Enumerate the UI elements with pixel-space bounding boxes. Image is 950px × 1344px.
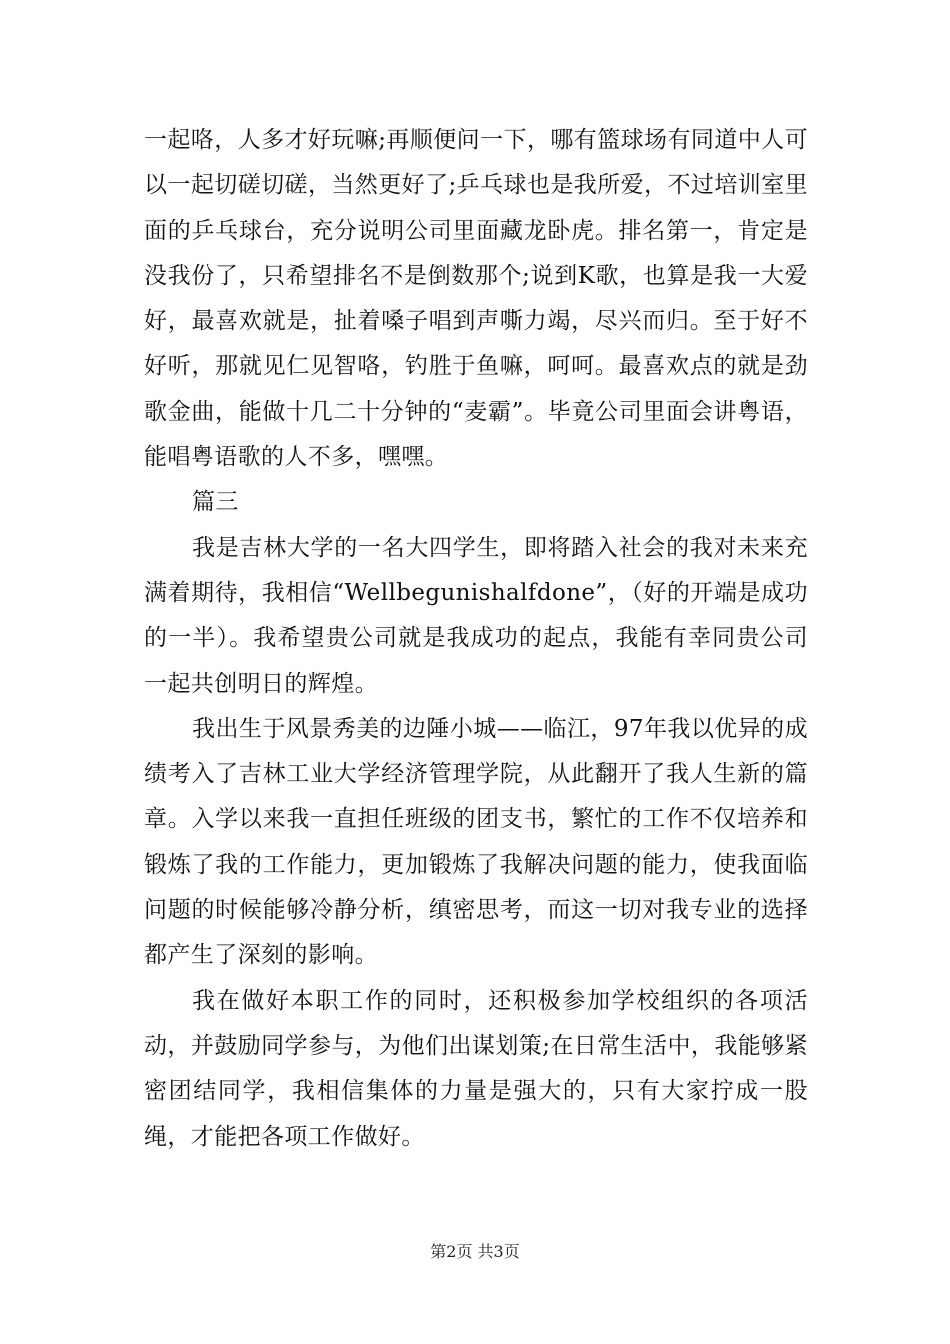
paragraph-continuation: 一起咯，人多才好玩嘛;再顺便问一下，哪有篮球场有同道中人可以一起切磋切磋，当然更好了;乒乓球也是我所爱，不过培训室里面的乒乓球台，充分说明公司里面藏龙卧虎。排名第一，肯定是没我份了，只希望排名不是倒数那个;说到K歌，也算是我一大爱好，最喜欢就是，扯着嗓子唱到声嘶力竭，尽兴而归。至于好不好听，那就见仁见智咯，钓胜于鱼嘛，呵呵。最喜欢点的就是劲歌金曲，能做十几二十分钟的“麦霸”。毕竟公司里面会讲粤语，能唱粤语歌的人不多，嘿嘿。 xyxy=(144,127,808,471)
page-number-footer: 第2页 共3页 xyxy=(430,1242,520,1261)
section-heading: 篇三 xyxy=(192,489,239,516)
document-body xyxy=(144,118,808,1160)
paragraph: 我在做好本职工作的同时，还积极参加学校组织的各项活动，并鼓励同学参与，为他们出谋划策;在日常生活中，我能够紧密团结同学，我相信集体的力量是强大的，只有大家拧成一股绳，才能把各项工作做好。 xyxy=(144,987,808,1150)
paragraph: 我出生于风景秀美的边陲小城——临江，97年我以优异的成绩考入了吉林工业大学经济管理学院，从此翻开了我人生新的篇章。入学以来我一直担任班级的团支书，繁忙的工作不仅培养和锻炼了我的工作能力，更加锻炼了我解决问题的能力，使我面临问题的时候能够冷静分析，缜密思考，而这一切对我专业的选择都产生了深刻的影响。 xyxy=(144,715,808,969)
paragraph: 我是吉林大学的一名大四学生，即将踏入社会的我对未来充满着期待，我相信“Wellbegunishalfdone”，（好的开端是成功的一半）。我希望贵公司就是我成功的起点，我能有幸同贵公司一起共创明日的辉煌。 xyxy=(144,534,808,697)
